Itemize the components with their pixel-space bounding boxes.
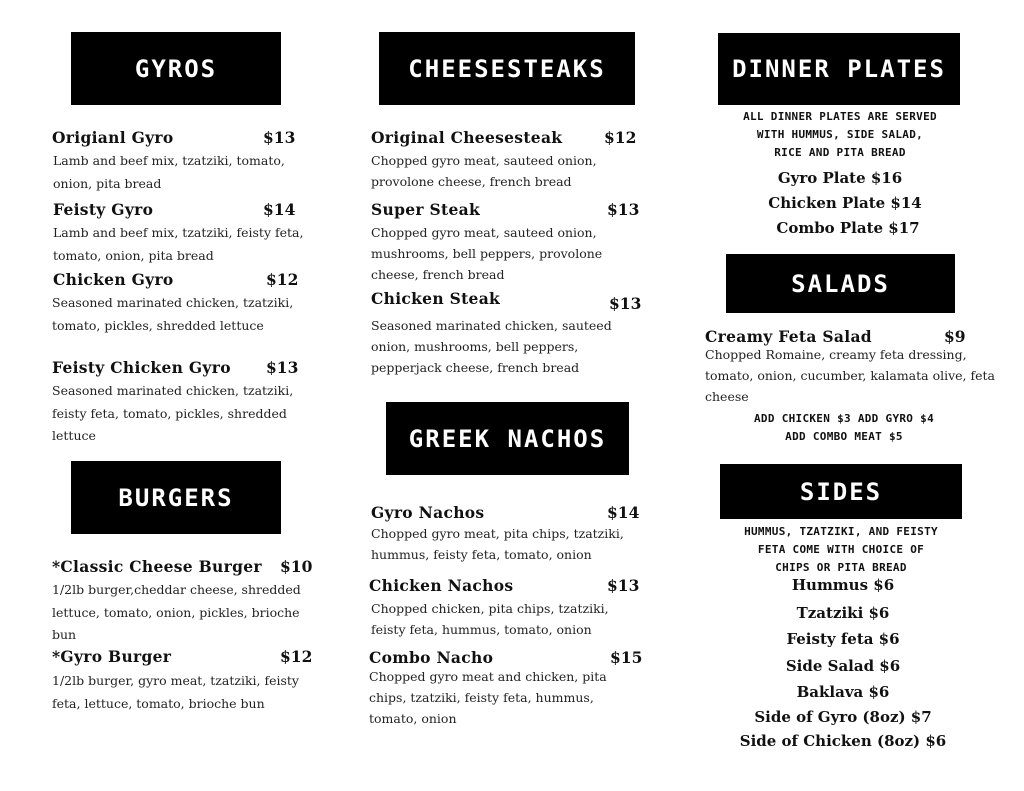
menu-item-price: $12 (266, 270, 299, 289)
menu-item-name: Chicken Nachos (369, 576, 514, 595)
side-item: Hummus $6 (791, 576, 895, 594)
dinner-plate-item: Chicken Plate $14 (768, 194, 922, 212)
menu-item-name: Feisty Chicken Gyro (52, 358, 231, 377)
menu-item-description: Chopped gyro meat, pita chips, tzatziki, hummus, feisty feta, tomato, onion (371, 526, 624, 562)
cheesesteaks-heading: CHEESESTEAKS (379, 32, 635, 105)
menu-item-description: 1/2lb burger, gyro meat, tzatziki, feisty feta, lettuce, tomato, brioche bun (52, 673, 299, 711)
menu-item-description: Seasoned marinated chicken, sauteed onion, mushrooms, bell peppers, pepperjack cheese, french bread (371, 318, 612, 375)
menu-item-description: Chopped Romaine, creamy feta dressing, tomato, onion, cucumber, kalamata olive, feta cheese (705, 347, 996, 404)
menu-item-name: *Classic Cheese Burger (52, 557, 262, 576)
greek-nachos-heading: GREEK NACHOS (386, 402, 629, 475)
gyros-heading: GYROS (71, 32, 281, 105)
menu-item-price: $13 (607, 200, 640, 219)
salad-addons: ADD COMBO MEAT $5 (785, 430, 903, 443)
menu-item-price: $13 (263, 128, 296, 147)
menu-item-price: $9 (944, 327, 966, 346)
menu-item-description: Lamb and beef mix, tzatziki, tomato, onion, pita bread (53, 153, 285, 191)
menu-item-description: 1/2lb burger,cheddar cheese, shredded lettuce, tomato, onion, pickles, brioche bun (52, 582, 301, 642)
menu-item-description: Chopped gyro meat, sauteed onion, mushrooms, bell peppers, provolone cheese, french bread (371, 225, 603, 282)
menu-item-description: Chopped gyro meat, sauteed onion, provolone cheese, french bread (371, 153, 597, 189)
menu-item-name: Origianl Gyro (52, 128, 174, 147)
menu-item-description: Chopped gyro meat and chicken, pita chips, tzatziki, feisty feta, hummus, tomato, onion (369, 669, 607, 726)
menu-item-name: Feisty Gyro (53, 200, 154, 219)
menu-item-price: $15 (610, 648, 643, 667)
menu-item-description: Seasoned marinated chicken, tzatziki, tomato, pickles, shredded lettuce (52, 295, 294, 333)
sides-note: HUMMUS, TZATZIKI, AND FEISTY FETA COME WITH CHOICE OF CHIPS OR PITA BREAD (744, 525, 938, 574)
menu-item-price: $14 (263, 200, 296, 219)
side-item: Baklava $6 (796, 683, 890, 701)
burgers-heading: BURGERS (71, 461, 281, 534)
menu-item-description: Chopped chicken, pita chips, tzatziki, feisty feta, hummus, tomato, onion (371, 601, 609, 637)
menu-item-price: $10 (280, 557, 313, 576)
dinner-plate-item: Combo Plate $17 (776, 219, 920, 237)
menu-item-price: $12 (280, 647, 313, 666)
menu-item-name: Super Steak (371, 200, 481, 219)
side-item: Side of Chicken (8oz) $6 (739, 732, 947, 750)
menu-item-description: Seasoned marinated chicken, tzatziki, feisty feta, tomato, pickles, shredded lettuce (52, 383, 294, 443)
menu-item-description: Lamb and beef mix, tzatziki, feisty feta, tomato, onion, pita bread (53, 225, 304, 263)
menu-item-name: Gyro Nachos (371, 503, 485, 522)
menu-item-name: *Gyro Burger (52, 647, 172, 666)
salad-addons: ADD CHICKEN $3 ADD GYRO $4 (754, 412, 934, 425)
menu-item-name: Creamy Feta Salad (705, 327, 872, 346)
sides-heading: SIDES (720, 464, 962, 519)
side-item: Tzatziki $6 (796, 604, 890, 622)
menu-item-price: $13 (609, 294, 642, 313)
menu-item-name: Chicken Gyro (53, 270, 174, 289)
dinner-plates-note: ALL DINNER PLATES ARE SERVED WITH HUMMUS, SIDE SALAD, RICE AND PITA BREAD (743, 110, 937, 159)
menu-item-name: Original Cheesesteak (371, 128, 563, 147)
menu-item-price: $12 (604, 128, 637, 147)
side-item: Side of Gyro (8oz) $7 (754, 708, 932, 726)
menu-item-name: Combo Nacho (369, 648, 494, 667)
salads-heading: SALADS (726, 254, 955, 313)
menu-item-price: $14 (607, 503, 640, 522)
dinner-plates-heading: DINNER PLATES (718, 33, 960, 105)
menu-item-price: $13 (607, 576, 640, 595)
dinner-plate-item: Gyro Plate $16 (777, 169, 903, 187)
menu-item-name: Chicken Steak (371, 289, 501, 308)
side-item: Side Salad $6 (785, 657, 901, 675)
side-item: Feisty feta $6 (786, 630, 900, 648)
menu-item-price: $13 (266, 358, 299, 377)
